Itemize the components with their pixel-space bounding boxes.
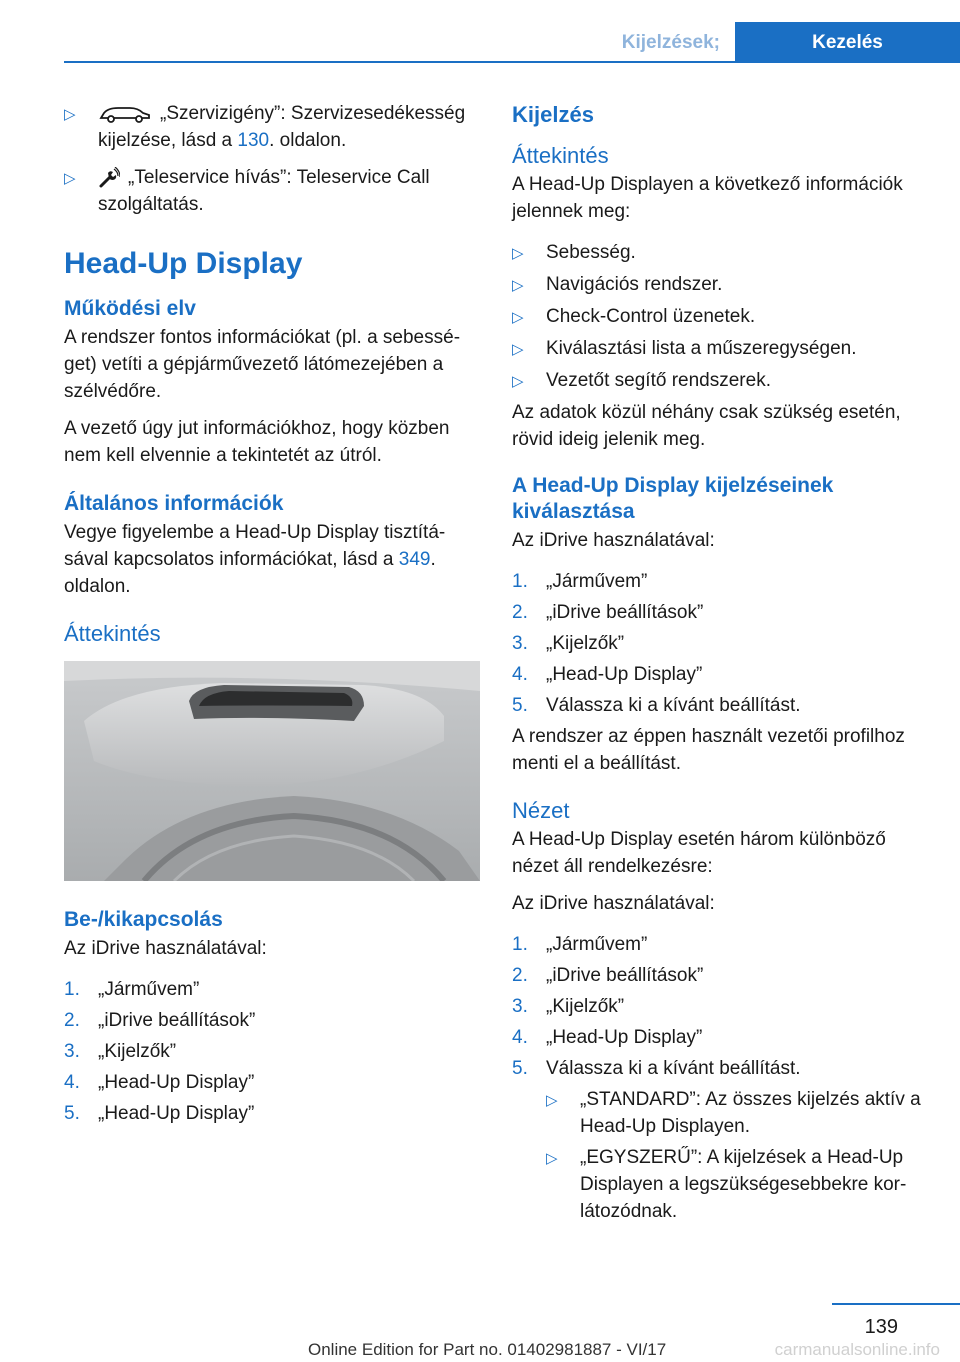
paragraph: Az iDrive használatával:	[512, 530, 715, 551]
teleservice-wrench-icon	[98, 167, 120, 189]
list-item: ▷ Sebesség.	[512, 242, 636, 263]
sub-list-item: ▷ „EGYSZERŰ”: A kijelzések a Head-Up Displayen a legszükségesebbekre korlátozódnak.	[546, 1147, 907, 1222]
paragraph: A Head-Up Displayen a következő információk jelennek meg:	[512, 174, 903, 222]
watermark: carmanualsonline.info	[774, 1340, 940, 1359]
subheading-principle: Működési elv	[64, 297, 196, 320]
list-item: 3. „Kijelzők”	[512, 633, 625, 654]
list-item: 3. „Kijelzők”	[64, 1041, 177, 1062]
section-title: Head-Up Display	[64, 247, 303, 280]
subheading-view: Nézet	[512, 798, 570, 823]
paragraph: Az iDrive használatával:	[64, 938, 267, 959]
triangle-bullet-icon: ▷	[64, 170, 76, 187]
steps-list	[512, 931, 932, 1225]
steps-list	[512, 568, 932, 719]
triangle-bullet-icon: ▷	[64, 106, 76, 123]
list-item: 2. „iDrive beállítások”	[512, 965, 704, 986]
page-link[interactable]: 349	[398, 549, 431, 570]
paragraph: A rendszer az éppen használt vezetői profilhoz menti el a beállítást.	[512, 726, 905, 774]
page-link[interactable]: 130	[237, 130, 270, 151]
list-item: ▷ Navigációs rendszer.	[512, 274, 723, 295]
paragraph: Az adatok közül néhány csak szükség esetén, rövid ideig jelenik meg.	[512, 402, 901, 450]
list-item: 4. „Head-Up Display”	[512, 664, 703, 685]
subheading-general: Általános információk	[64, 492, 284, 515]
car-service-icon	[98, 104, 152, 124]
list-item: 2. „iDrive beállítások”	[64, 1010, 256, 1031]
list-item: 1. „Járművem”	[512, 571, 648, 592]
list-item: 1. „Járművem”	[64, 979, 200, 1000]
subheading-onoff: Be-/kikapcsolás	[64, 908, 223, 931]
sub-list-item: ▷ „STANDARD”: Az összes kijelzés aktív a Head-Up Displayen.	[546, 1089, 921, 1137]
list-item: 5. „Head-Up Display”	[64, 1103, 255, 1124]
hud-dashboard-photo	[64, 661, 480, 881]
list-item	[64, 164, 480, 218]
list-item: ▷ „Szervizigény”: Szervizesedékesség kijelzése, lásd a 130. oldalon.	[64, 100, 480, 154]
subheading-display: Kijelzés	[512, 102, 594, 127]
bullet-text: „Teleservice hívás”: Teleservice Call szolgáltatás.	[98, 167, 430, 215]
edition-text: Online Edition for Part no. 01402981887 - VI/17	[308, 1340, 667, 1359]
footer-rule	[832, 1303, 960, 1305]
right-column	[512, 100, 932, 1229]
subheading-overview: Áttekintés	[512, 143, 609, 168]
subheading-select: A Head-Up Display kijelzéseinek kiválasztása	[512, 474, 834, 523]
bullet-text: „Szervizigény”: Szervizesedékesség kijelzése, lásd a	[98, 103, 466, 151]
subheading-overview: Áttekintés	[64, 621, 161, 646]
list-item: ▷ Vezetőt segítő rendszerek.	[512, 370, 771, 391]
header-current-section[interactable]: Kezelés	[735, 22, 960, 63]
page-number: 139	[864, 1316, 898, 1338]
list-item: 5. Válassza ki a kívánt beállítást.	[512, 1058, 801, 1079]
list-item: 3. „Kijelzők”	[512, 996, 625, 1017]
paragraph: A vezető úgy jut információkhoz, hogy közben nem kell elvennie a tekintetét az útról.	[64, 418, 450, 466]
left-column	[64, 100, 480, 1131]
paragraph: A Head-Up Display esetén három különböző nézet áll rendelkezésre:	[512, 829, 886, 877]
info-list	[512, 239, 932, 395]
list-item: 4. „Head-Up Display”	[512, 1027, 703, 1048]
page-header	[0, 22, 960, 62]
steps-list	[64, 976, 480, 1127]
list-item: ▷ Kiválasztási lista a műszeregységen.	[512, 338, 857, 359]
list-item: 2. „iDrive beállítások”	[512, 602, 704, 623]
paragraph: Vegye figyelembe a Head-Up Display tisztításával kapcsolatos információkat, lásd a 349. oldalon.	[64, 522, 446, 597]
list-item: 1. „Járművem”	[512, 934, 648, 955]
paragraph: Az iDrive használatával:	[512, 893, 715, 914]
list-item: ▷ Check-Control üzenetek.	[512, 306, 756, 327]
paragraph: A rendszer fontos információkat (pl. a sebességet) vetíti a gépjárművezető látómezejében a szélvédőre.	[64, 327, 461, 402]
list-item: 5. Válassza ki a kívánt beállítást.	[512, 695, 801, 716]
header-prev-section[interactable]: Kijelzések;	[621, 32, 720, 53]
list-item: 4. „Head-Up Display”	[64, 1072, 255, 1093]
